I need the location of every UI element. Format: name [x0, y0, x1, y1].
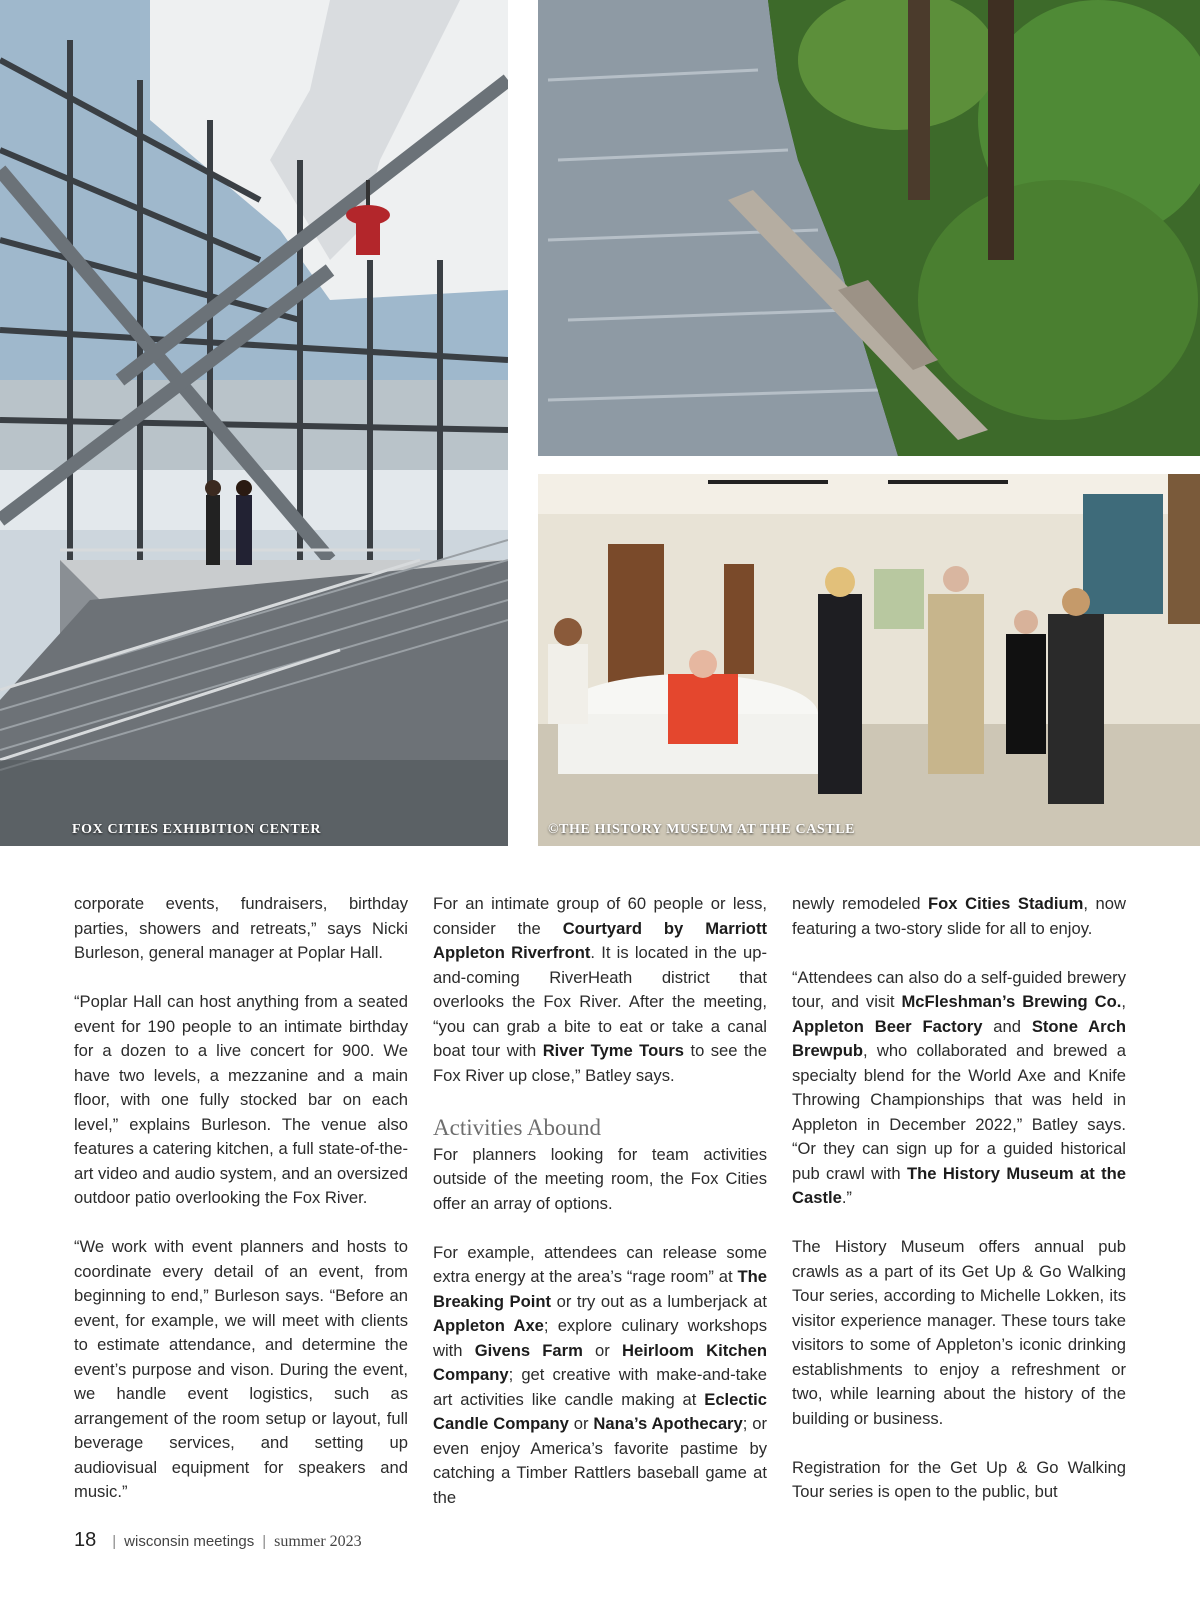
paragraph: Registration for the Get Up & Go Walking Tour series is open to the public, but [792, 1457, 1126, 1501]
footer-separator: | [262, 1533, 267, 1550]
photo-caption: ©THE HISTORY MUSEUM AT THE CASTLE [548, 822, 856, 837]
paragraph: For planners looking for team activities outside of the meeting room, the Fox Cities offer an array of options. [433, 1144, 767, 1213]
page-footer [74, 1529, 362, 1552]
venue-name: Courtyard by Marriott Appleton Riverfront [433, 918, 767, 962]
venue-name: Appleton Beer Factory [792, 1016, 983, 1036]
venue-name: Fox Cities Stadium [928, 894, 1084, 913]
footer-separator: | [112, 1533, 117, 1550]
paragraph: For example, attendees can release some extra energy at the area’s “rage room” at The Breaking Point or try out as a lumberjack at Appleton Axe; explore culinary workshops with Givens Farm or Heirloom Kitchen Company; get creative with make-and-take art activities like candle making at Eclectic Candle Company or Nana’s Apothecary; or even enjoy America’s favorite pastime by catching a Timber Rattlers baseball game at the [433, 1242, 768, 1507]
venue-name: River Tyme Tours [542, 1041, 685, 1060]
paragraph: “We work with event planners and hosts to coordinate every detail of an event, from beginning to end,” Burleson says. “Before an event, for example, we will meet with clients to estimate attendance, and determine the event’s purpose and vison. During the event, we handle event logistics, such as arrangement of the room setup or layout, full beverage services, and setting up audiovisual equipment for speakers and music.” [74, 1237, 408, 1501]
paragraph: The History Museum offers annual pub crawls as a part of its Get Up & Go Walking Tour series, according to Michelle Lokken, its visitor experience manager. These tours take visitors to some of Appleton’s iconic drinking establishments to enjoy a refreshment or two, while learning about the history of the building or business. [792, 1237, 1126, 1428]
venue-name: Heirloom Kitchen Company [433, 1340, 767, 1384]
article-column-3 [792, 892, 1126, 1529]
section-heading: Activities Abound [433, 1114, 602, 1140]
photo-exhibition-center [0, 0, 508, 846]
article-column-2 [433, 892, 767, 1535]
venue-name: McFleshman’s Brewing Co. [901, 992, 1122, 1011]
paragraph: “Poplar Hall can host anything from a seated event for 190 people to an intimate birthday for a dozen to a live concert for 900. We have two levels, a mezzanine and a main floor, with one fully stocked bar on each level,” explains Burleson. The venue also features a catering kitchen, a full state-of-the-art video and audio system, and an oversized outdoor patio overlooking the Fox River. [74, 992, 408, 1207]
photo-river [538, 0, 1200, 456]
photo-history-museum [538, 474, 1200, 846]
river-illustration [538, 0, 1200, 456]
article-column-1 [74, 892, 408, 1529]
venue-name: The History Museum at the Castle [792, 1163, 1126, 1207]
issue-label: summer 2023 [274, 1533, 362, 1550]
venue-name: Nana’s Apothecary [593, 1414, 743, 1433]
venue-name: Stone Arch Brewpub [792, 1016, 1126, 1060]
venue-name: The Breaking Point [433, 1267, 767, 1311]
magazine-name: wisconsin meetings [124, 1533, 255, 1550]
photo-caption: FOX CITIES EXHIBITION CENTER [72, 822, 322, 837]
venue-name: Appleton Axe [433, 1316, 544, 1335]
museum-illustration [538, 474, 1200, 846]
venue-name: Givens Farm [474, 1340, 583, 1360]
page-number: 18 [74, 1529, 97, 1551]
paragraph: “Attendees can also do a self-guided brewery tour, and visit McFleshman’s Brewing Co., Appleton Beer Factory and Stone Arch Brewpub, who collaborated and brewed a specialty blend for the World Axe and Knife Throwing Championships that was held in Appleton in December 2022,” Batley says. “Or they can sign up for a guided historical pub crawl with The History Museum at the Castle.” [792, 967, 1126, 1207]
paragraph: newly remodeled Fox Cities Stadium, now featuring a two-story slide for all to enjoy. [792, 894, 1126, 938]
paragraph: corporate events, fundraisers, birthday parties, showers and retreats,” says Nicki Burleson, general manager at Poplar Hall. [74, 894, 408, 962]
paragraph: For an intimate group of 60 people or less, consider the Courtyard by Marriott Appleton Riverfront. It is located in the up-and-coming RiverHeath district that overlooks the Fox River. After the meeting, “you can grab a bite to eat or take a canal boat tour with River Tyme Tours to see the Fox River up close,” Batley says. [433, 894, 767, 1085]
venue-name: Eclectic Candle Company [433, 1389, 767, 1433]
atrium-illustration [0, 0, 508, 846]
